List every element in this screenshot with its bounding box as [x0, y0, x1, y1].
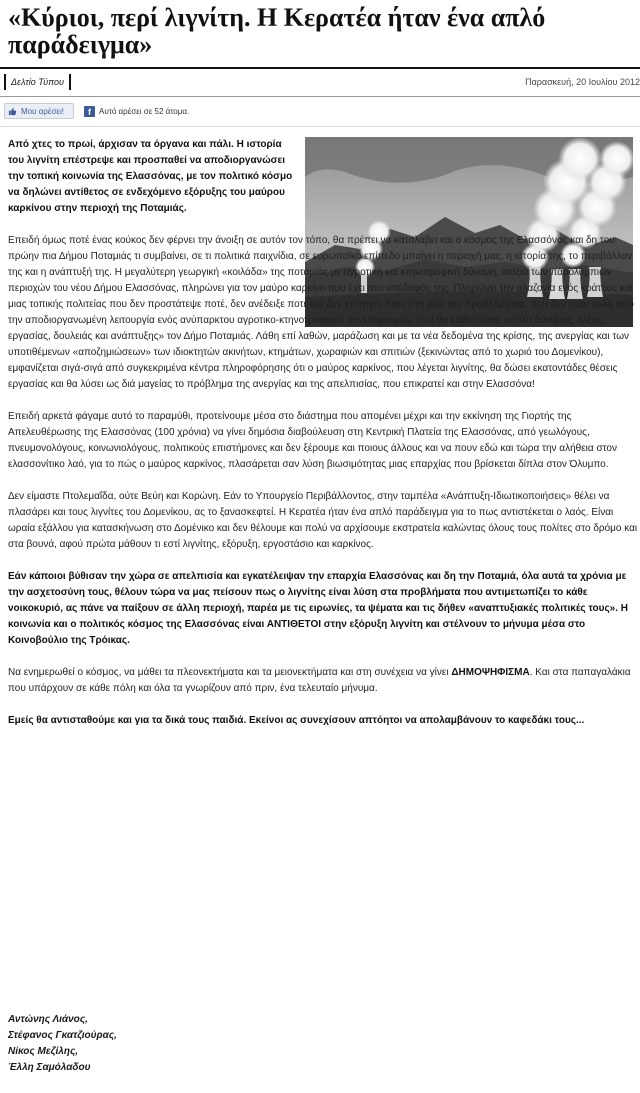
article-lead [8, 137, 296, 217]
article-paragraph: Επειδή αρκετά φάγαμε αυτό το παραμύθι, προτείνουμε μέσα στο διάστημα που απομένει μέχρι και την εκκίνηση της Γιορτής της Απελευθέρωσης της Ελασσόνας (100 χρόνια) να γίνει δημόσια διαβούλευση στη Κεντρική Πλατεία της Ελασσόνας, από γεωλόγους, πνευμονολόγους, κοινωνιολόγους, πολιτικούς επιστήμονες και δεν ξέρουμε και ποιους άλλους και να πουν εδώ και τώρα την αλήθεια στον ελασσονίτικο λαό, για το πώς ο μαύρος καρκίνος, πλασάρεται σαν λύση βιωσιμότητας μιας επαρχίας που βρίσκεται δίπλα στον Όλυμπο. [8, 411, 617, 470]
meta-divider [0, 96, 640, 97]
article-paragraph-bold [8, 569, 638, 649]
lead-text: Από χτες το πρωί, άρχισαν τα όργανα και πάλι. Η ιστορία του λιγνίτη επέστρεψε και προσπαθεί να αποδιοργανώσει την τοπική κοινωνία της Ελασσόνας, με τον πολιτικό κόσμο να δηλώνει αντίθετος σε ενδεχόμενο εξόρυξης του μαύρου καρκίνου στην περιοχή της Ποταμιάς. [8, 139, 293, 214]
meta-row [4, 74, 640, 90]
thumbs-up-icon [8, 107, 17, 116]
title-divider [0, 67, 640, 69]
p5-after: . Και στα παπαγαλάκια που υπάρχουν σε κάθε πόλη και όλα τα γνωρίζουν από πριν, ένα τελευταίο μήνυμα. [8, 667, 631, 694]
article-paragraph [8, 233, 638, 393]
section-label[interactable]: Δελτίο Τύπου [4, 74, 71, 90]
signature-name: Νίκος Μεζίλης, [8, 1046, 79, 1057]
article-paragraph: Δεν είμαστε Πτολεμαΐδα, ούτε Βεύη και Κορώνη. Εάν το Υπουργείο Περιβάλλοντος, στην ταμπέλα «Ανάπτυξη-Ιδιωτικοποιήσεις» θέλει να πλασάρει και τους λιγνίτες του Δομενίκου, ας το ξανασκεφτεί. Η Κερατέα ήταν ένα απλό παράδειγμα για το πως αντιστέκεται ο λαός. Είναι ωραία εξάλλου για κατασκήνωση στο Δομένικο και δεν θέλουμε και πολύ να αρχίσουμε εκστρατεία καλώντας όλους τους πολίτες στο δρόμο και στα βουνά, αφού πρώτα μάθουν τι εστί λιγνίτης, εξόρυξη, εργοστάσιο και καρκίνος. [8, 491, 638, 550]
p5-before: Να ενημερωθεί ο κόσμος, να μάθει τα πλεονεκτήματα και τα μειονεκτήματα και στη συνέχεια να γίνει [8, 667, 452, 678]
facebook-icon: f [84, 106, 95, 117]
paragraph-6-text: Εμείς θα αντισταθούμε και για τα δικά τους παιδιά. Εκείνοι ας συνεχίσουν απτόητοι να απολαμβάνουν το καφεδάκι τους... [8, 715, 585, 726]
facebook-like-button[interactable] [4, 103, 74, 119]
article-title: «Κύριοι, περί λιγνίτη. Η Κερατέα ήταν ένα απλό παράδειγμα» [8, 3, 546, 59]
like-divider [0, 126, 640, 127]
paragraph-1-text: Επειδή όμως ποτέ ένας κούκος δεν φέρνει την άνοιξη σε αυτόν τον τόπο, θα πρέπει να καταλάβει και ο κόσμος της Ελασσόνας και δη του πρώην πια Δήμου Ποταμιάς τι συμβαίνει, σε τι πολιτικά παιχνίδια, σε ευρωπαϊκό επίπεδο μπαίνει η περιοχή μας, η ιστορία της, το περιβάλλον της και η ανάπτυξή της. Η μεγαλύτερη γεωργική «κοιλάδα» της ποταμιάς με αγροτική και κτηνοτροφική δύναμη, ισάξια των παρολύμπιων περιοχών του νέου Δήμου Ελασσόνας, πληρώνει για τον μαύρο καρκίνο που έχει στο υπέδαφός της. Πληρώνει την αλαζονία ενός κράτους και μιας τοπικής πολιτείας που δεν προστάτεψε ποτέ, δεν ανέδειξε ποτέ και δεν χτύπησε ποτέ στη ρίζα του προβλήματος, που δεν ήταν άλλη από την αποδιοργανωμένη λειτουργία ενός ανύπαρκτου αγροτικο-κτηνοτροφικού συνεταιρισμού, που θα καθιστούσε «πόλο δύναμης, έλξης, εργασίας, δουλειάς και ανάπτυξης» τον Δήμο Ποταμιάς. Λάθη επί λαθών, μαράζωση και με τα νέα δεδομένα της κρίσης, της ανεργίας και των υποτιθέμενων «αποζημιώσεων» των ιδιοκτητών ακινήτων, κτημάτων, χωραφιών και σπιτιών (ξεκινώντας από το χωριό του Δομενίκου), εμφανίζεται σιγά-σιγά από συγκεκριμένα κέντρα πληροφόρησης ότι ο μαύρος καρκίνος, που λέγεται λιγνίτης, θα δώσει εκατοντάδες θέσεις εργασίας και θα λύσει ως διά μαγείας το πρόβλημα της ανεργίας και της απελπισίας, που επικρατεί και στην Ελασσόνα! [8, 235, 634, 390]
article-paragraph [8, 665, 638, 697]
referendum-word: ΔΗΜΟΨΗΦΙΣΜΑ [451, 667, 530, 678]
article-paragraph-bold [8, 713, 638, 729]
article-body [8, 137, 638, 745]
signatures [8, 1012, 308, 1076]
signature-name: Στέφανος Γκατζιούρας, [8, 1030, 117, 1041]
like-button-label: Μου αρέσει! [21, 107, 64, 116]
publish-date: Παρασκευή, 20 Ιουλίου 2012 [525, 77, 640, 87]
like-count: Αυτό αρέσει σε 52 άτομα. [99, 107, 190, 116]
signature-name: Αντώνης Λιάνος, [8, 1014, 88, 1025]
paragraph-4-text: Εάν κάποιοι βύθισαν την χώρα σε απελπισία και εγκατέλειψαν την επαρχία Ελασσόνας και δη την Ποταμιά, όλα αυτά τα χρόνια με την ασχετοσύνη τους, θέλουν τώρα να μας πείσουν πως ο λιγνίτης είναι λύση στα προβλήματα που αντιμετωπίζει το κάθε νοικοκυριό, ας πάνε να παίξουν σε άλλη περιοχή, παρέα με τις ειρωνίες, τα ψέματα και τις δήθεν «αναπτυξιακές πολιτικές τους». Η κοινωνία και ο πολιτικός κόσμος της Ελασσόνας είναι ΑΝΤΙΘΕΤΟΙ στην εξόρυξη λιγνίτη και στέλνουν το μήνυμα μέσα στο Κοινοβούλιο της Τρόικας. [8, 571, 628, 646]
signature-name: Έλλη Σαμόλαδου [8, 1062, 91, 1073]
